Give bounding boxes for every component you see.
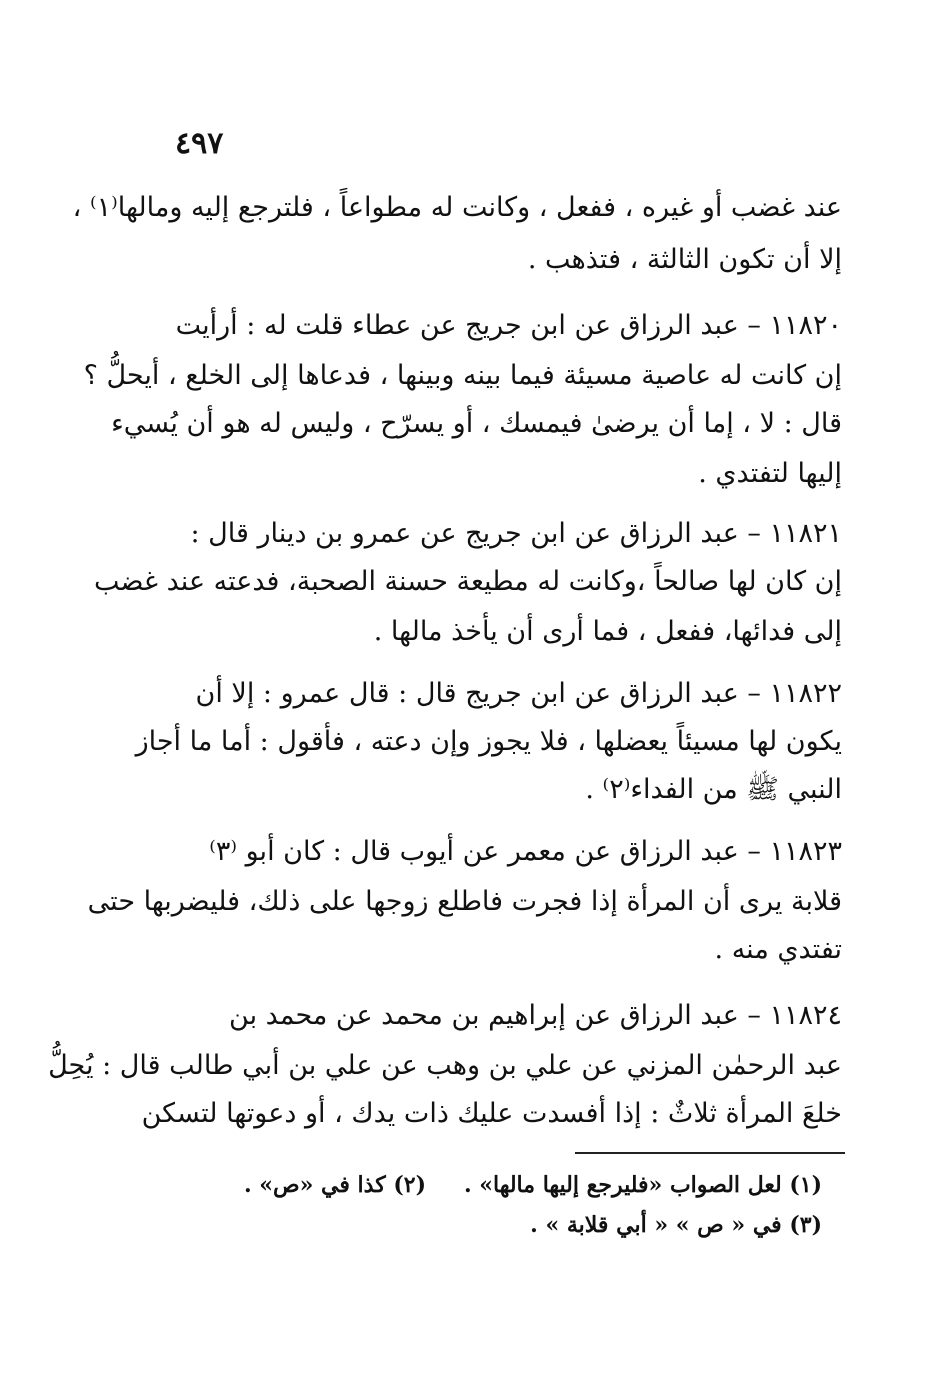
text-line: قال : لا ، إما أن يرضىٰ فيمسك ، أو يسرّح ، وليس له هو أن يُسيء [111,408,842,439]
text-line: قلابة يرى أن المرأة إذا فجرت فاطلع زوجها على ذلك، فليضربها حتى [87,886,842,917]
footnote-divider [575,1152,845,1154]
text-line: يكون لها مسيئاً يعضلها ، فلا يجوز وإن دعته ، فأقول : أما ما أجاز [135,726,842,757]
text-line: إلى فدائها، ففعل ، فما أرى أن يأخذ مالها . [373,616,842,647]
text-line: إن كانت له عاصية مسيئة فيما بينه وبينها ، فدعاها إلى الخلع ، أيحلُّ ؟ [83,360,842,391]
text-line: عند غضب أو غيره ، ففعل ، وكانت له مطواعاً ، فلترجع إليه ومالها⁽١⁾ ، [72,192,842,223]
text-line: ١١٨٢١ – عبد الرزاق عن ابن جريج عن عمرو بن دينار قال : [190,518,842,549]
text-line: النبي ﷺ من الفداء⁽٢⁾ . [585,774,842,805]
text-line: إليها لتفتدي . [698,458,842,489]
text-line: ١١٨٢٣ – عبد الرزاق عن معمر عن أيوب قال : كان أبو ⁽٣⁾ [209,836,842,867]
text-line: إن كان لها صالحاً ،وكانت له مطيعة حسنة الصحبة، فدعته عند غضب [94,566,842,597]
text-line: إلا أن تكون الثالثة ، فتذهب . [527,244,842,275]
text-line: ١١٨٢٤ – عبد الرزاق عن إبراهيم بن محمد عن محمد بن [229,1000,842,1031]
text-line: ١١٨٢٠ – عبد الرزاق عن ابن جريج عن عطاء قلت له : أرأيت [175,310,842,341]
footnote-1: (١) لعل الصواب «فليرجع إليها مالها» . [463,1172,822,1198]
footnote-3: (٣) في « ص » « أبي قلابة » . [530,1212,822,1238]
page-number: ٤٩٧ [175,126,224,161]
text-line: ١١٨٢٢ – عبد الرزاق عن ابن جريج قال : قال عمرو : إلا أن [195,678,842,709]
footnote-2: (٢) كذا في «ص» . [243,1172,426,1198]
text-line: عبد الرحمٰن المزني عن علي بن وهب عن علي بن أبي طالب قال : يُحِلُّ [48,1050,842,1081]
text-line: خلعَ المرأة ثلاثٌ : إذا أفسدت عليك ذات يدك ، أو دعوتها لتسكن [141,1098,842,1129]
text-line: تفتدي منه . [714,934,842,965]
